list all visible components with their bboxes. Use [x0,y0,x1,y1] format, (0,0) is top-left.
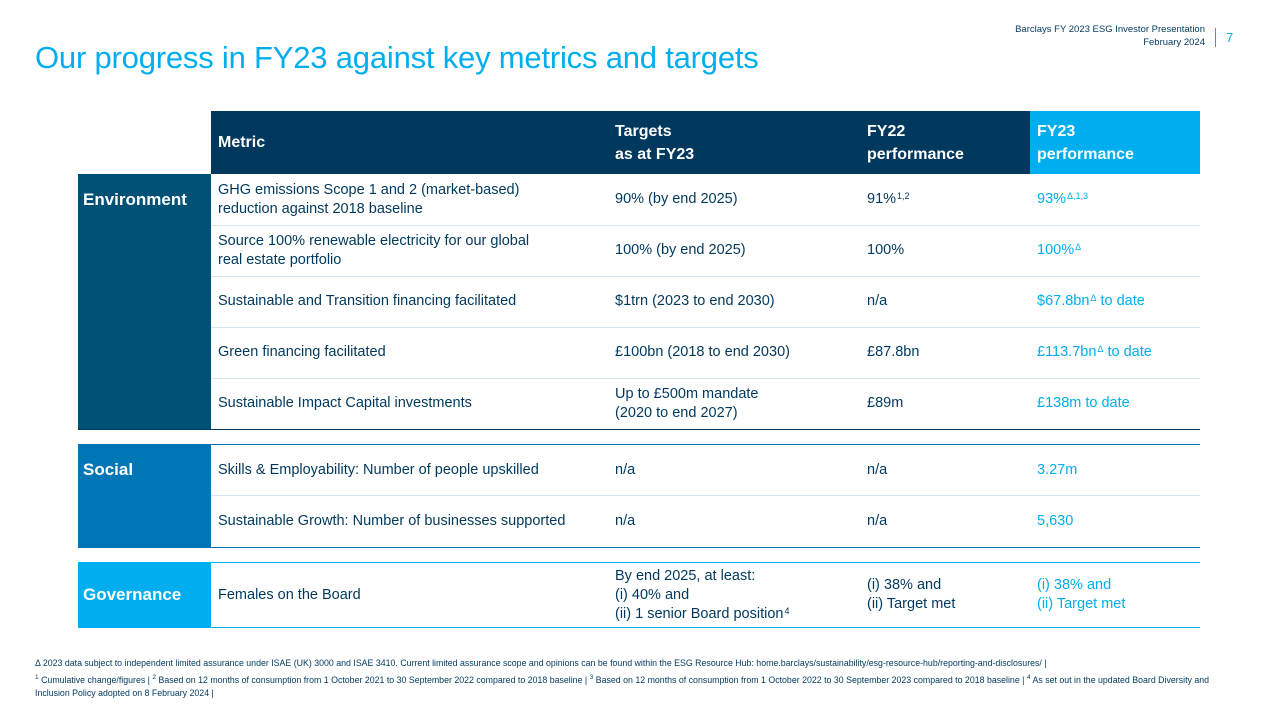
metric-text: Sustainable Growth: Number of businesses supported [218,513,566,529]
fy23-value: (ii) Target met [1037,596,1126,612]
target-text: 90% (by end 2025) [615,191,738,207]
target-text: $1trn (2023 to end 2030) [615,293,775,309]
table-row [211,276,1200,328]
fy22-value: n/a [867,461,888,478]
fy23-value: 93% [1037,191,1067,207]
column-header-metric [218,111,608,174]
fy23-cell [1037,445,1197,495]
fy23-value: $67.8bn [1037,293,1090,309]
metric-text: GHG emissions Scope 1 and 2 (market-based) [218,181,520,198]
section-label-social [78,445,211,547]
fy22-value: 100% [867,242,905,258]
fy22-value: £89m [867,395,904,411]
metric-cell [218,327,603,378]
fy23-cell [1037,496,1197,547]
footnote-ref: 1,2 [897,191,910,201]
fy23-value: 5,630 [1037,513,1074,529]
governance-label: Governance [83,585,182,604]
fy22-cell [867,174,1027,225]
fy23-value: £138m to date [1037,395,1130,411]
table-row [211,496,1200,547]
fy22-value: n/a [867,293,888,309]
table-row [211,174,1200,226]
column-header-targets-label [615,120,694,166]
fy22-value: (ii) Target met [867,596,956,612]
target-text-line3 [615,605,789,624]
fy23-value: 3.27m [1037,461,1078,478]
numbered-footnotes [35,671,1245,701]
footnote-4: As set out in the updated Board Diversity and Inclusion Policy adopted on 8 February 2024 | [35,674,1210,698]
footnote-ref: Δ [1097,344,1104,354]
fy22-cell [867,327,1027,378]
footnote-2: Based on 12 months of consumption from 1 October 2021 to 30 September 2022 compared to 2018 baseline | [158,674,590,685]
targets-line2: as at FY23 [615,145,695,163]
fy22-cell [867,563,1027,627]
column-header-fy22-label [867,120,964,166]
section-divider [78,429,1200,430]
header-divider [1215,28,1216,47]
section-label-governance [78,563,211,627]
fy22-value: 91% [867,191,897,207]
fy23-cell [1037,276,1197,327]
footnote-ref: Δ [1090,293,1097,303]
fy22-value: n/a [867,513,888,529]
footnote-3: Based on 12 months of consumption from 1 October 2022 to 30 September 2023 compared to 2018 baseline | [595,674,1027,685]
presentation-date: February 2024 [1143,37,1205,48]
target-text: By end 2025, at least: [615,567,756,584]
metric-cell [218,225,603,276]
metric-text: Skills & Employability: Number of people upskilled [218,461,539,478]
section-label-environment [78,174,211,430]
section-divider [78,627,1200,628]
targets-line1: Targets [615,122,672,140]
footnote-ref: Δ,1,3 [1067,191,1089,201]
footnote-ref: Δ [1075,242,1082,252]
target-text: £100bn (2018 to end 2030) [615,344,790,360]
fy23-value: £113.7bn [1037,344,1097,360]
fy22-value: £87.8bn [867,344,920,360]
page-title: Our progress in FY23 against key metrics and targets [35,40,759,75]
target-text: n/a [615,513,636,529]
column-header-fy23 [1030,111,1200,174]
footnote-ref: 4 [784,605,790,616]
metric-cell [218,276,603,327]
metric-cell [218,174,603,225]
fy23-value: 100% [1037,242,1075,258]
target-cell [615,327,860,378]
fy23-cell [1037,327,1197,378]
social-label: Social [83,460,134,479]
fy23-line2: performance [1037,145,1134,163]
metric-cell [218,496,603,547]
footnote-marker: 3 [589,673,594,681]
target-cell [615,378,860,429]
fy22-cell [867,378,1027,429]
fy22-line1: FY22 [867,122,906,140]
metric-text: Source 100% renewable electricity for our global [218,232,530,249]
fy22-cell [867,225,1027,276]
target-cell [615,445,860,495]
fy23-cell [1037,225,1197,276]
target-cell [615,225,860,276]
metric-text: Sustainable Impact Capital investments [218,395,472,411]
metric-text: Sustainable and Transition financing facilitated [218,293,517,309]
footnote-1: Cumulative change/figures | [41,674,153,685]
footnote-marker: 2 [152,673,157,681]
presentation-header [1015,23,1205,49]
metric-cell [218,445,603,495]
column-header-fy23-label [1037,120,1134,166]
column-header-metric-label: Metric [218,134,266,151]
target-text: (ii) 1 senior Board position [615,605,784,622]
page-number: 7 [1226,30,1234,45]
section-divider [78,547,1200,548]
metric-text: real estate portfolio [218,251,342,268]
fy22-cell [867,496,1027,547]
metric-text: Females on the Board [218,586,361,603]
fy23-cell [1037,563,1197,627]
target-text: (i) 40% and [615,586,690,603]
target-cell [615,174,860,225]
column-header-targets [615,111,855,174]
metric-text: Green financing facilitated [218,344,386,360]
fy22-line2: performance [867,145,964,163]
metric-cell [218,378,603,429]
presentation-name: Barclays FY 2023 ESG Investor Presentation [1015,24,1205,35]
fy23-cell [1037,174,1197,225]
fy22-value: (i) 38% and [867,577,942,593]
fy23-suffix: to date [1103,344,1152,360]
table-row [211,378,1200,429]
column-header-fy22 [867,111,1027,174]
footnotes [35,657,1245,700]
metric-cell [218,563,603,627]
table-row [211,445,1200,496]
fy22-cell [867,445,1027,495]
footnote-marker: 4 [1026,673,1031,681]
target-text: 100% (by end 2025) [615,242,746,258]
target-cell [615,496,860,547]
target-text: (2020 to end 2027) [615,404,738,421]
table-row [211,563,1200,627]
environment-label: Environment [83,190,187,209]
assurance-footnote: Δ 2023 data subject to independent limited assurance under ISAE (UK) 3000 and ISAE 3410. Current limited assurance scope and opinions can be found within the ESG Resource Hub: home.barclays/sustainability/esg-resource-hub/reporting-and-disclosures/ | [35,658,1047,668]
metric-text: reduction against 2018 baseline [218,200,423,217]
fy22-cell [867,276,1027,327]
footnote-marker: 1 [35,673,39,681]
target-text: Up to £500m mandate [615,385,759,402]
table-row [211,225,1200,277]
target-cell [615,563,860,627]
table-header [211,111,1200,174]
table-row [211,327,1200,379]
target-text: n/a [615,461,636,478]
fy23-cell [1037,378,1197,429]
target-cell [615,276,860,327]
fy23-value: (i) 38% and [1037,577,1112,593]
fy23-line1: FY23 [1037,122,1076,140]
fy23-suffix: to date [1096,293,1145,309]
